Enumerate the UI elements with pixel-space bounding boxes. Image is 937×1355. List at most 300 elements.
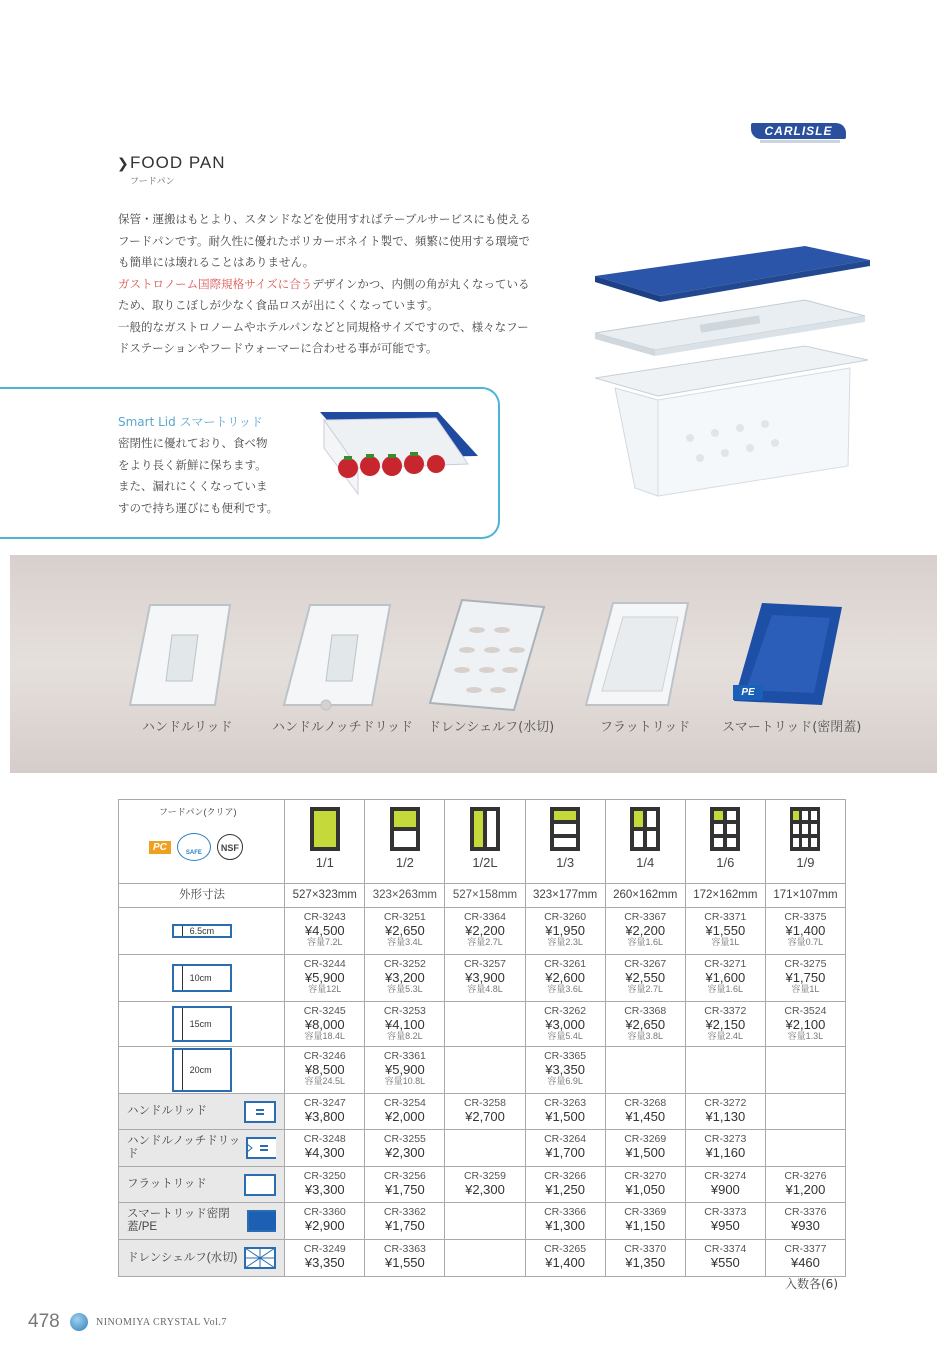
product-price: ¥3,300	[304, 1182, 345, 1197]
product-code: CR-3275	[784, 958, 827, 970]
product-price: ¥1,400	[785, 923, 826, 938]
price-cell	[765, 1240, 845, 1277]
product-price: ¥3,800	[304, 1109, 345, 1124]
price-cell	[605, 1047, 685, 1094]
product-code: CR-3266	[544, 1170, 587, 1182]
product-price: ¥1,700	[545, 1145, 585, 1160]
lid-row	[119, 1094, 846, 1130]
product-volume: 容量2.7L	[467, 937, 503, 947]
brand-logo-underline	[760, 140, 840, 143]
dimensions-label: 外形寸法	[119, 884, 285, 908]
price-cell	[765, 1002, 845, 1047]
handle-notched-lid-image	[272, 595, 402, 715]
product-price: ¥2,100	[785, 1017, 826, 1032]
price-cell	[285, 1130, 365, 1167]
product-code: CR-3373	[704, 1206, 747, 1218]
price-cell	[285, 1047, 365, 1094]
product-price: ¥950	[710, 1218, 740, 1233]
lid-row-label: スマートリッド密閉蓋/PE	[127, 1208, 230, 1233]
product-price: ¥900	[710, 1182, 740, 1197]
price-cell	[285, 908, 365, 955]
price-cell	[525, 1130, 605, 1167]
product-code: CR-3249	[303, 1243, 346, 1255]
pan-1-2-icon	[389, 806, 421, 852]
price-cell	[765, 1203, 845, 1240]
product-code: CR-3248	[303, 1133, 346, 1145]
depth-arrow-icon	[182, 966, 183, 990]
price-cell	[685, 1047, 765, 1094]
size-header-1-2	[365, 800, 445, 884]
price-cell	[445, 1167, 525, 1203]
price-cell	[525, 908, 605, 955]
size-label: 1/6	[716, 855, 735, 870]
price-cell	[445, 1094, 525, 1130]
smart-lid-title: Smart Lid スマートリッド	[118, 415, 263, 429]
price-cell	[285, 1094, 365, 1130]
product-price: ¥8,000	[304, 1017, 345, 1032]
product-price: ¥1,250	[545, 1182, 585, 1197]
product-code: CR-3274	[704, 1170, 747, 1182]
price-cell	[445, 1130, 525, 1167]
product-code: CR-3367	[624, 911, 667, 923]
depth-rows	[119, 908, 846, 1094]
product-code: CR-3251	[383, 911, 426, 923]
product-price: ¥4,500	[304, 923, 345, 938]
product-code: CR-3370	[624, 1243, 667, 1255]
price-cell	[285, 955, 365, 1002]
price-cell	[365, 1203, 445, 1240]
lid-label: ハンドルリッド	[142, 720, 233, 735]
product-price: ¥1,450	[625, 1109, 666, 1124]
brand-logo: CARLISLE	[751, 123, 846, 139]
product-price: ¥2,200	[625, 923, 666, 938]
product-volume: 容量0.7L	[787, 937, 824, 947]
size-header-1-4	[605, 800, 685, 884]
globe-icon	[70, 1313, 88, 1331]
price-cell	[525, 1002, 605, 1047]
pc-badge: PC	[149, 841, 171, 854]
product-code: CR-3243	[303, 911, 346, 923]
depth-value: 6.5cm	[189, 926, 215, 936]
lid-label: フラットリッド	[600, 720, 691, 735]
price-cell	[285, 1203, 365, 1240]
product-price: ¥2,300	[465, 1182, 505, 1197]
lid-label: スマートリッド(密閉蓋)	[722, 720, 862, 735]
pe-badge: PE	[733, 685, 763, 700]
pan-1-4-icon	[629, 806, 661, 852]
product-price: ¥2,650	[385, 923, 425, 938]
price-cell	[685, 955, 765, 1002]
product-price: ¥1,150	[625, 1218, 666, 1233]
product-price: ¥3,350	[545, 1062, 585, 1077]
product-price: ¥1,500	[625, 1145, 666, 1160]
price-cell	[605, 1203, 685, 1240]
product-price: ¥930	[790, 1218, 820, 1233]
price-cell	[285, 1240, 365, 1277]
product-code: CR-3260	[544, 911, 587, 923]
product-code: CR-3366	[544, 1206, 587, 1218]
price-cell	[685, 1167, 765, 1203]
product-price: ¥3,900	[465, 970, 505, 985]
drain-shelf-icon	[244, 1247, 276, 1269]
depth-arrow-icon	[182, 926, 183, 936]
product-price: ¥1,160	[705, 1145, 746, 1160]
product-volume: 容量8.2L	[387, 1031, 423, 1041]
depth-icon	[172, 1048, 232, 1092]
size-header-1-6	[685, 800, 765, 884]
depth-label-cell	[119, 908, 285, 955]
depth-value: 20cm	[189, 1065, 212, 1075]
product-code: CR-3269	[624, 1133, 667, 1145]
table-corner-title: フードパン(クリア)	[159, 807, 237, 817]
product-price: ¥1,300	[545, 1218, 585, 1233]
size-label: 1/4	[636, 855, 655, 870]
product-code: CR-3364	[463, 911, 506, 923]
price-cell	[365, 908, 445, 955]
product-code: CR-3244	[303, 958, 346, 970]
product-price: ¥1,050	[625, 1182, 666, 1197]
lid-row-label-cell	[119, 1130, 285, 1167]
price-cell	[525, 955, 605, 1002]
product-price: ¥4,100	[385, 1017, 425, 1032]
lid-row	[119, 1203, 846, 1240]
product-code: CR-3255	[383, 1133, 426, 1145]
price-cell	[765, 908, 845, 955]
product-price: ¥5,900	[304, 970, 345, 985]
price-cell	[525, 1203, 605, 1240]
product-price: ¥460	[790, 1255, 820, 1270]
product-volume: 容量18.4L	[304, 1031, 346, 1041]
price-cell	[445, 955, 525, 1002]
intro-line-rest: デザインかつ、内側の角が丸くなっている	[312, 276, 530, 291]
page-title: FOOD PAN	[130, 153, 226, 172]
lid-row-label: ハンドルリッド	[127, 1105, 208, 1117]
product-code: CR-3267	[624, 958, 667, 970]
product-volume: 容量1.6L	[627, 937, 663, 947]
smart-lid-line: また、漏れにくくなっていま	[118, 479, 268, 493]
depth-row	[119, 1047, 846, 1094]
spec-table	[118, 799, 846, 1277]
product-price: ¥1,750	[785, 970, 826, 985]
product-code: CR-3365	[544, 1050, 587, 1062]
size-label: 1/9	[796, 855, 815, 870]
product-code: CR-3263	[544, 1097, 587, 1109]
product-price: ¥1,750	[385, 1218, 425, 1233]
product-price: ¥1,550	[705, 923, 746, 938]
dimension-value: 527×323mm	[285, 884, 365, 908]
price-cell	[605, 1240, 685, 1277]
size-label: 1/1	[315, 855, 334, 870]
price-cell	[605, 1130, 685, 1167]
chevron-right-icon: ❯	[117, 156, 129, 172]
product-price: ¥1,550	[385, 1255, 425, 1270]
price-cell	[365, 1167, 445, 1203]
price-cell	[605, 908, 685, 955]
product-code: CR-3273	[704, 1133, 747, 1145]
lid-row-label-cell	[119, 1094, 285, 1130]
depth-row	[119, 1002, 846, 1047]
price-cell	[525, 1167, 605, 1203]
product-code: CR-3258	[463, 1097, 506, 1109]
smart-lid-line: 密閉性に優れており、食べ物	[118, 436, 268, 450]
product-code: CR-3271	[704, 958, 747, 970]
product-price: ¥550	[710, 1255, 740, 1270]
dimension-value: 260×162mm	[605, 884, 685, 908]
price-cell	[685, 908, 765, 955]
price-cell	[685, 1203, 765, 1240]
price-cell	[765, 1130, 845, 1167]
price-cell	[445, 908, 525, 955]
price-cell	[285, 1167, 365, 1203]
product-price: ¥1,950	[545, 923, 585, 938]
lid-row-label-cell	[119, 1167, 285, 1203]
catalog-title: NINOMIYA CRYSTAL Vol.7	[96, 1317, 227, 1328]
product-code: CR-3257	[463, 958, 506, 970]
depth-label-cell	[119, 1047, 285, 1094]
product-code: CR-3252	[383, 958, 426, 970]
product-code: CR-3369	[624, 1206, 667, 1218]
product-volume: 容量12L	[308, 984, 342, 994]
dimension-value: 171×107mm	[765, 884, 845, 908]
product-code: CR-3247	[303, 1097, 346, 1109]
lid-row-label-cell	[119, 1203, 285, 1240]
price-cell	[765, 1047, 845, 1094]
lid-row-label-cell	[119, 1240, 285, 1277]
dimension-value: 323×263mm	[365, 884, 445, 908]
product-code: CR-3272	[704, 1097, 747, 1109]
product-code: CR-3245	[303, 1005, 346, 1017]
product-code: CR-3253	[383, 1005, 426, 1017]
product-volume: 容量6.9L	[547, 1076, 583, 1086]
product-volume: 容量3.4L	[387, 937, 423, 947]
lid-types-band	[10, 555, 937, 773]
dimensions-row	[119, 884, 846, 908]
price-cell	[525, 1240, 605, 1277]
product-code: CR-3361	[383, 1050, 426, 1062]
intro-line: フードパンです。耐久性に優れたポリカーボネイト製で、頻繁に使用する環境で	[118, 233, 530, 248]
depth-row	[119, 908, 846, 955]
depth-label-cell	[119, 1002, 285, 1047]
price-cell	[765, 1167, 845, 1203]
product-volume: 容量2.7L	[627, 984, 663, 994]
page-number: 478	[28, 1311, 60, 1332]
table-header-row	[119, 800, 846, 884]
product-volume: 容量1L	[791, 984, 820, 994]
product-price: ¥2,200	[465, 923, 505, 938]
price-cell	[445, 1047, 525, 1094]
price-cell	[365, 1130, 445, 1167]
handle-lid-icon	[244, 1101, 276, 1123]
size-header-1-2l	[445, 800, 525, 884]
lid-row	[119, 1130, 846, 1167]
food-pan-product-image	[590, 238, 880, 508]
lid-row	[119, 1167, 846, 1203]
product-code: CR-3524	[784, 1005, 827, 1017]
smart-lid-description	[118, 433, 293, 519]
pan-1-2l-icon	[469, 806, 501, 852]
size-header-1-9	[765, 800, 845, 884]
price-cell	[365, 1002, 445, 1047]
product-code: CR-3246	[303, 1050, 346, 1062]
handle-lid-image	[120, 595, 250, 715]
product-code: CR-3362	[383, 1206, 426, 1218]
depth-arrow-icon	[182, 1008, 183, 1040]
product-code: CR-3259	[463, 1170, 506, 1182]
product-price: ¥2,150	[705, 1017, 746, 1032]
product-volume: 容量5.4L	[547, 1031, 583, 1041]
product-price: ¥3,200	[385, 970, 425, 985]
depth-icon	[172, 1006, 232, 1042]
product-code: CR-3250	[303, 1170, 346, 1182]
nsf-icon: NSF	[217, 834, 243, 860]
product-price: ¥2,000	[385, 1109, 425, 1124]
price-cell	[605, 1002, 685, 1047]
intro-text	[118, 209, 570, 360]
price-cell	[685, 1130, 765, 1167]
price-cell	[365, 1240, 445, 1277]
product-code: CR-3256	[383, 1170, 426, 1182]
intro-line: も簡単には壊れることはありません。	[118, 255, 315, 269]
depth-value: 10cm	[189, 973, 212, 983]
price-cell	[365, 955, 445, 1002]
product-price: ¥1,600	[705, 970, 746, 985]
price-cell	[445, 1240, 525, 1277]
product-price: ¥3,350	[304, 1255, 345, 1270]
product-code: CR-3374	[704, 1243, 747, 1255]
lid-row-label: ハンドルノッチドリッド	[127, 1135, 241, 1160]
intro-line: ため、取りこぼしが少なく食品ロスが出にくくなっています。	[118, 298, 439, 312]
depth-icon	[172, 924, 232, 938]
product-price: ¥1,400	[545, 1255, 585, 1270]
size-header-1-1	[285, 800, 365, 884]
size-label: 1/3	[556, 855, 575, 870]
lid-label: ドレンシェルフ(水切)	[428, 720, 555, 735]
product-code: CR-3276	[784, 1170, 827, 1182]
product-code: CR-3265	[544, 1243, 587, 1255]
smart-lid-line: すので持ち運びにも便利です。	[118, 500, 279, 515]
product-code: CR-3254	[383, 1097, 426, 1109]
product-price: ¥1,750	[385, 1182, 425, 1197]
lid-row	[119, 1240, 846, 1277]
price-cell	[445, 1002, 525, 1047]
intro-line: 一般的なガストロノームやホテルパンなどと同規格サイズですので、様々なフー	[118, 319, 529, 334]
smart-lid-line: をより長く新鮮に保ちます。	[118, 457, 267, 472]
product-volume: 容量10.8L	[384, 1076, 426, 1086]
depth-value: 15cm	[189, 1019, 212, 1029]
smart-lid-strawberry-image	[318, 408, 480, 496]
price-cell	[605, 1167, 685, 1203]
product-code: CR-3368	[624, 1005, 667, 1017]
intro-line	[118, 274, 570, 296]
product-code: CR-3376	[784, 1206, 827, 1218]
size-label: 1/2	[395, 855, 414, 870]
dimension-value: 323×177mm	[525, 884, 605, 908]
depth-arrow-icon	[182, 1050, 183, 1090]
product-price: ¥5,900	[385, 1062, 425, 1077]
depth-label-cell	[119, 955, 285, 1002]
product-code: CR-3375	[784, 911, 827, 923]
product-price: ¥1,200	[785, 1182, 826, 1197]
product-price: ¥2,300	[385, 1145, 425, 1160]
product-code: CR-3262	[544, 1005, 587, 1017]
price-cell	[285, 1002, 365, 1047]
product-volume: 容量1.6L	[707, 984, 744, 994]
flat-lid-icon	[244, 1174, 276, 1196]
product-volume: 容量4.8L	[467, 984, 503, 994]
product-volume: 容量5.3L	[387, 984, 423, 994]
dimension-value: 527×158mm	[445, 884, 525, 908]
lid-label: ハンドルノッチドリッド	[272, 720, 414, 735]
intro-line: ドステーションやフードウォーマーに合わせる事が可能です。	[118, 341, 438, 355]
product-code: CR-3363	[383, 1243, 426, 1255]
depth-row	[119, 955, 846, 1002]
lid-row-label: ドレンシェルフ(水切)	[127, 1251, 238, 1264]
price-cell	[365, 1047, 445, 1094]
food-safe-icon: SAFE	[177, 833, 211, 861]
size-label: 1/2L	[472, 855, 498, 870]
price-cell	[605, 955, 685, 1002]
product-price: ¥2,600	[545, 970, 585, 985]
product-price: ¥2,650	[625, 1017, 666, 1032]
product-volume: 容量7.2L	[307, 937, 343, 947]
product-code: CR-3377	[784, 1243, 827, 1255]
depth-icon	[172, 964, 232, 992]
size-header-1-3	[525, 800, 605, 884]
product-price: ¥1,350	[625, 1255, 666, 1270]
product-code: CR-3270	[624, 1170, 667, 1182]
product-price: ¥4,300	[304, 1145, 345, 1160]
price-cell	[685, 1094, 765, 1130]
product-code: CR-3268	[624, 1097, 667, 1109]
lid-row-label: フラットリッド	[127, 1178, 207, 1190]
intro-highlight: ガストロノーム国際規格サイズに合う	[118, 276, 313, 291]
pan-1-6-icon	[709, 806, 741, 852]
page-subtitle: フードパン	[130, 177, 175, 187]
flat-lid-image	[578, 595, 708, 715]
product-volume: 容量1.3L	[787, 1031, 824, 1041]
product-code: CR-3360	[303, 1206, 346, 1218]
pan-1-9-icon	[789, 806, 821, 852]
smart-lid-icon	[247, 1210, 276, 1232]
product-code: CR-3372	[704, 1005, 747, 1017]
notched-lid-icon	[246, 1137, 276, 1159]
product-volume: 容量1L	[711, 937, 740, 947]
product-price: ¥2,550	[625, 970, 666, 985]
price-cell	[685, 1002, 765, 1047]
price-cell	[525, 1047, 605, 1094]
product-price: ¥1,130	[705, 1109, 746, 1124]
product-volume: 容量2.4L	[707, 1031, 744, 1041]
product-price: ¥1,500	[545, 1109, 585, 1124]
price-cell	[525, 1094, 605, 1130]
product-volume: 容量24.5L	[304, 1076, 346, 1086]
product-volume: 容量2.3L	[547, 937, 583, 947]
product-code: CR-3264	[544, 1133, 587, 1145]
price-cell	[765, 955, 845, 1002]
product-volume: 容量3.6L	[547, 984, 583, 994]
table-corner	[119, 800, 285, 884]
price-cell	[765, 1094, 845, 1130]
product-volume: 容量3.8L	[627, 1031, 663, 1041]
product-code: CR-3261	[544, 958, 587, 970]
dimension-value: 172×162mm	[685, 884, 765, 908]
lid-rows	[119, 1094, 846, 1277]
product-code: CR-3371	[704, 911, 747, 923]
price-cell	[685, 1240, 765, 1277]
product-price: ¥8,500	[304, 1062, 345, 1077]
product-price: ¥2,900	[304, 1218, 345, 1233]
product-price: ¥2,700	[465, 1109, 505, 1124]
